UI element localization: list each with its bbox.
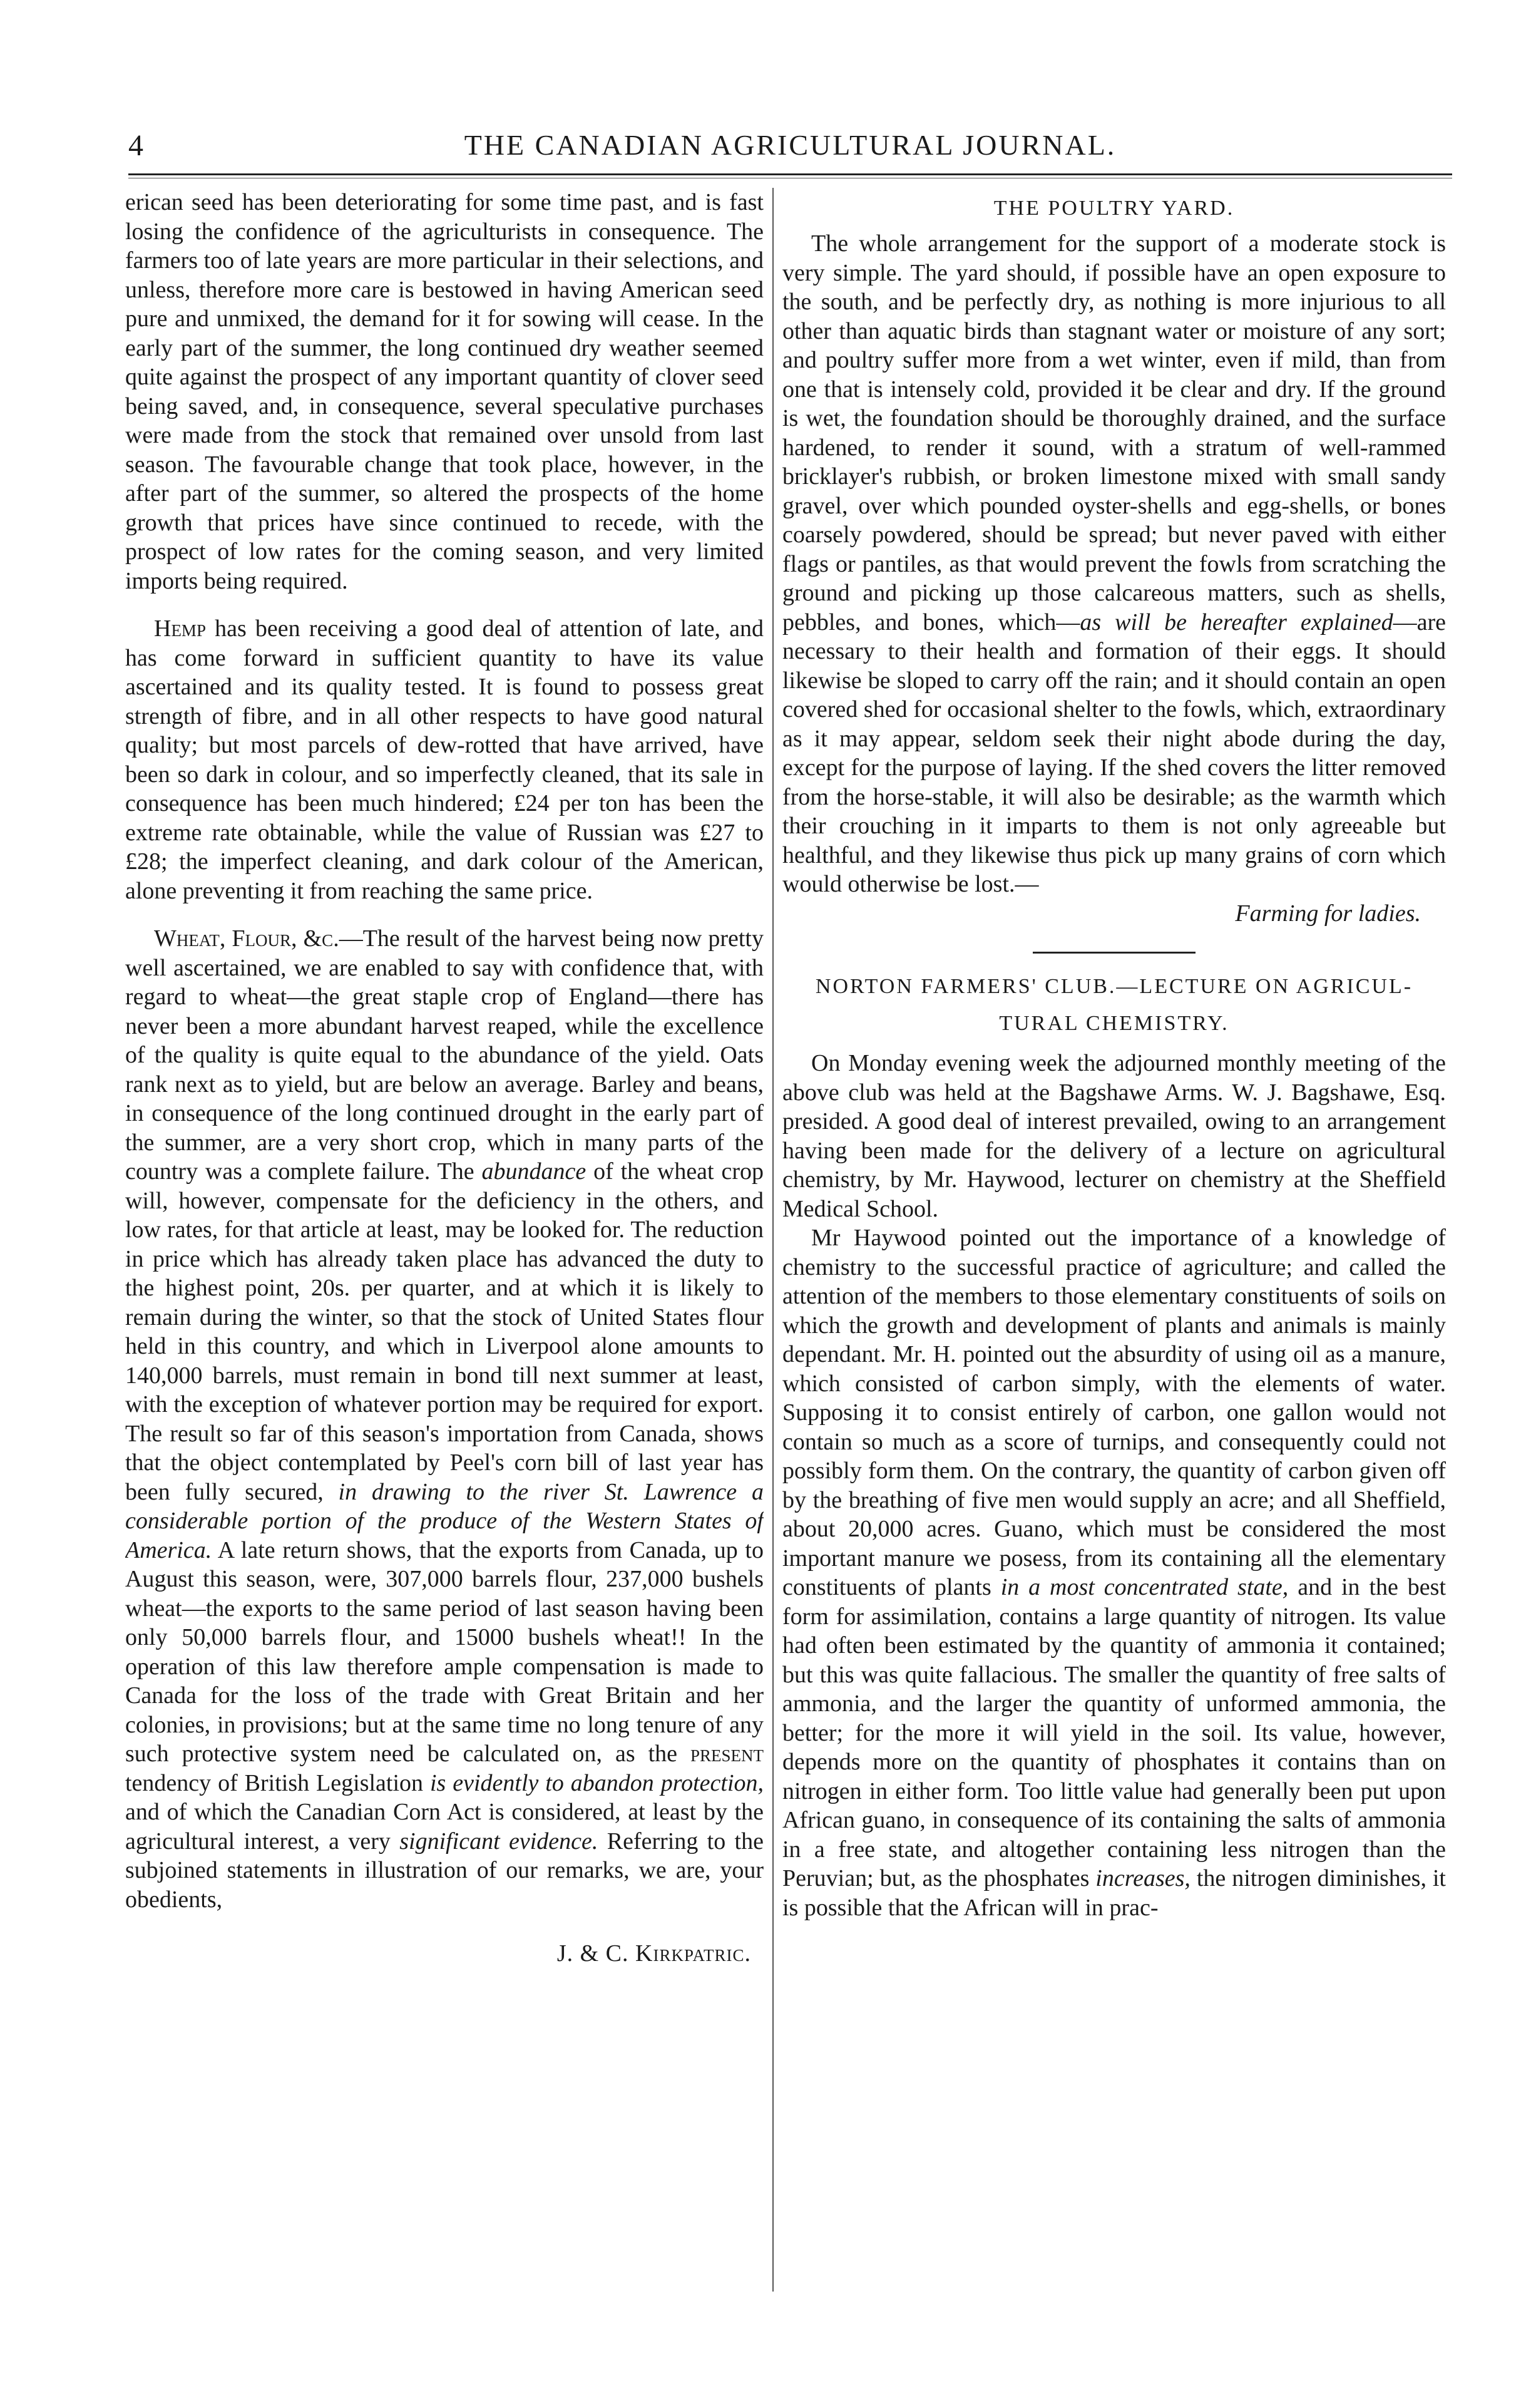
norton-heading-line-1: NORTON FARMERS' CLUB.—LECTURE ON AGRICUL- <box>815 975 1413 998</box>
hemp-lead: Hemp <box>154 615 206 642</box>
norton-heading-line-2: TURAL CHEMISTRY. <box>999 1012 1229 1035</box>
spacer <box>125 595 764 614</box>
wheat-italic-abundance: abundance <box>481 1158 586 1185</box>
paragraph-norton-meeting: On Monday evening week the adjourned monthly meeting of the above club was held at the Bagshawe Arms. W. J. Bagshawe, Esq. presided. A good deal of interest prevailed, owing to an arrangement having been made for the delivery of a lecture on agricultural chemistry, by Mr. Haywood, lecturer on chemistry at the Sheffield Medical School. <box>782 1050 1446 1222</box>
haywood-italic-2: increases, <box>1095 1865 1191 1891</box>
signature: J. & C. Kirkpatric. <box>556 1940 751 1967</box>
page-number: 4 <box>128 129 143 162</box>
poultry-italic: as will be hereafter explained <box>1080 609 1393 635</box>
paragraph-haywood <box>782 1223 1446 1922</box>
header-rule <box>128 173 1452 178</box>
wheat-text-k: Referring to the subjoined statements in illustration of our remarks, we are, your obedients, <box>125 1828 764 1913</box>
poultry-credit-text: Farming for ladies. <box>1235 900 1421 927</box>
wheat-italic-st-lawrence: in drawing to the river St. Lawrence a considerable portion of the produce of the Western States of America. <box>125 1478 764 1563</box>
wheat-lead: Wheat, Flour, &c. <box>154 925 339 952</box>
left-column <box>125 188 764 2292</box>
section-rule <box>1033 952 1196 954</box>
paragraph-clover-seed: erican seed has been deteriorating for some time past, and is fast losing the confidence of the agriculturists in consequence. The farmers too of late years are more particular in their selections, and unless, therefore more care is bestowed in having American seed pure and unmixed, the demand for it for sowing will cease. In the early part of the summer, the long continued dry weather seemed quite against the prospect of any important quantity of clover seed being saved, and, in consequence, several speculative purchases were made from the stock that remained over unsold from last season. The favourable change that took place, however, in the after part of the summer, so altered the prospects of the home growth that prices have since continued to recede, with the prospect of low rates for the coming season, and very limited imports being required. <box>125 189 764 594</box>
column-divider <box>772 188 774 2292</box>
page-header <box>128 128 1452 172</box>
wheat-text-c: of the wheat crop will, however, compensate for the deficiency in the others, and low rates, for that article at least, may be looked for. The reduction in price which has already taken place has advanced the duty to the highest point, 20s. per quarter, and at which it is likely to remain during the winter, so that the stock of United States flour held in this country, and which in Liverpool alone amounts to 140,000 barrels, must remain in bond till next summer at least, with the exception of whatever portion may be required for export. The result so far of this season's importation from Canada, shows that the object contemplated by Peel's corn bill of last year has been fully secured, <box>125 1158 764 1505</box>
wheat-italic-evidence: significant evidence. <box>399 1828 598 1855</box>
hemp-text: has been receiving a good deal of attention of late, and has come forward in sufficient quantity to have its value ascertained and its quality tested. It is found to possess great strength of fibre, and in all other respects to have good natural quality; but most parcels of dew-rotted that have arrived, have been so dark in colour, and so imperfectly cleaned, that its sale in consequence has been much hindered; £24 per ton has been the extreme rate obtainable, while the value of Russian was £27 to £28; the imperfect cleaning, and dark colour of the American, alone preventing it from reaching the same price. <box>125 615 764 904</box>
wheat-text-a: —The result of the harvest being now pretty well ascertained, we are enabled to say with confidence that, with regard to wheat—the great staple crop of England—there has never been a more abundant harvest reaped, while the excellence of the quality is quite equal to the abundance of the yield. Oats rank next as to yield, but are below an average. Barley and beans, in consequence of the long continued drought in the early part of the summer, are a very short crop, which in many parts of the country was a complete failure. The <box>125 925 764 1185</box>
poultry-text-2: —are necessary to their health and formation of their eggs. It should likewise be sloped to carry off the rain; and it should contain an open covered shed for occasional shelter to the fowls, which, extraordinary as it may appear, seldom seek their night abode during the day, except for the purpose of laying. If the shed covers the litter removed from the horse-stable, it will also be desirable; as the warmth which their crouching in it imparts to them is not only agreeable but healthful, and they likewise thus pick up many grains of corn which would otherwise be lost.— <box>782 609 1446 897</box>
journal-title: THE CANADIAN AGRICULTURAL JOURNAL. <box>464 129 1117 161</box>
spacer <box>125 905 764 924</box>
wheat-text-i: and of which the Canadian Corn Act is considered, at least by the agricultural interest, a very <box>125 1799 764 1855</box>
paragraph-hemp <box>125 614 764 905</box>
wheat-text-e: A late return shows, that the exports from Canada, up to August this season, were, 307,000 barrels flour, 237,000 bushels wheat—the exports to the same period of last season having been only 50,000 barrels flour, and 15000 bushels wheat!! In the operation of this law therefore ample compensation is made to Canada for the loss of the trade with Great Britain and her colonies, in provisions; but at the same time no long tenure of any such protective system need be calculated on, as the <box>125 1536 764 1767</box>
wheat-caps-present: present <box>690 1741 764 1767</box>
paragraph-wheat <box>125 924 764 1914</box>
poultry-credit <box>782 899 1446 929</box>
paragraph-poultry-yard <box>782 229 1446 899</box>
haywood-text: Mr Haywood pointed out the importance of a knowledge of chemistry to the successful practice of agriculture; and called the attention of the members to those elementary constituents of soils on which the growth and development of plants and animals is mainly dependant. Mr. H. pointed out the absurdity of using oil as a manure, which consisted of carbon simply, with the elements of water. Supposing it to consist entirely of carbon, one gallon would not contain so much as a score of turnips, and consequently could not possibly form them. On the contrary, the quantity of carbon given off by the breathing of five men would supply an acre; and all Sheffield, about 20,000 acres. Guano, which must be considered the most important manure we posess, from its containing all the elementary constituents of plants <box>782 1225 1446 1600</box>
haywood-text-b: and in the best form for assimilation, contains a large quantity of nitrogen. Its value had often been estimated by the quantity of ammonia it contained; but this was quite fallacious. The smaller the quantity of free salts of ammonia, and the larger the quantity of unformed ammonia, the better; for the more it will yield in the soil. Its value, however, depends more on the quantity of phosphates it contains than on nitrogen in either form. Too little value had generally been put upon African guano, in consequence of its containing the salts of ammonia in a free state, and altogether containing less nitrogen than the Peruvian; but, as the phosphates <box>782 1574 1446 1891</box>
wheat-text-g: tendency of British Legislation <box>125 1769 430 1796</box>
poultry-yard-heading: THE POULTRY YARD. <box>993 197 1235 220</box>
haywood-text-c: the nitrogen diminishes, it is possible that the African will in prac- <box>782 1865 1446 1921</box>
haywood-italic: in a most concentrated state, <box>1000 1574 1289 1600</box>
poultry-text: The whole arrangement for the support of a moderate stock is very simple. The yard should, if possible have an open exposure to the south, and be perfectly dry, as nothing is more injurious to all other than aquatic birds than stagnant water or moisture of any sort; and poultry suffer more from a wet winter, even if mild, than from one that is intensely cold, provided it be clear and dry. If the ground is wet, the foundation should be thoroughly drained, and the surface hardened, to render it sound, with a stratum of well-rammed bricklayer's rubbish, or broken limestone mixed with small sandy gravel, over which pounded oyster-shells and egg-shells, or bones coarsely powdered, should be spread; but never paved with either flags or pantiles, as that would prevent the fowls from scratching the ground and picking up those calcareous matters, such as shells, pebbles, and bones, which— <box>782 230 1446 635</box>
wheat-italic-abandon: is evidently to abandon protection, <box>429 1769 764 1796</box>
right-column <box>782 188 1446 2292</box>
